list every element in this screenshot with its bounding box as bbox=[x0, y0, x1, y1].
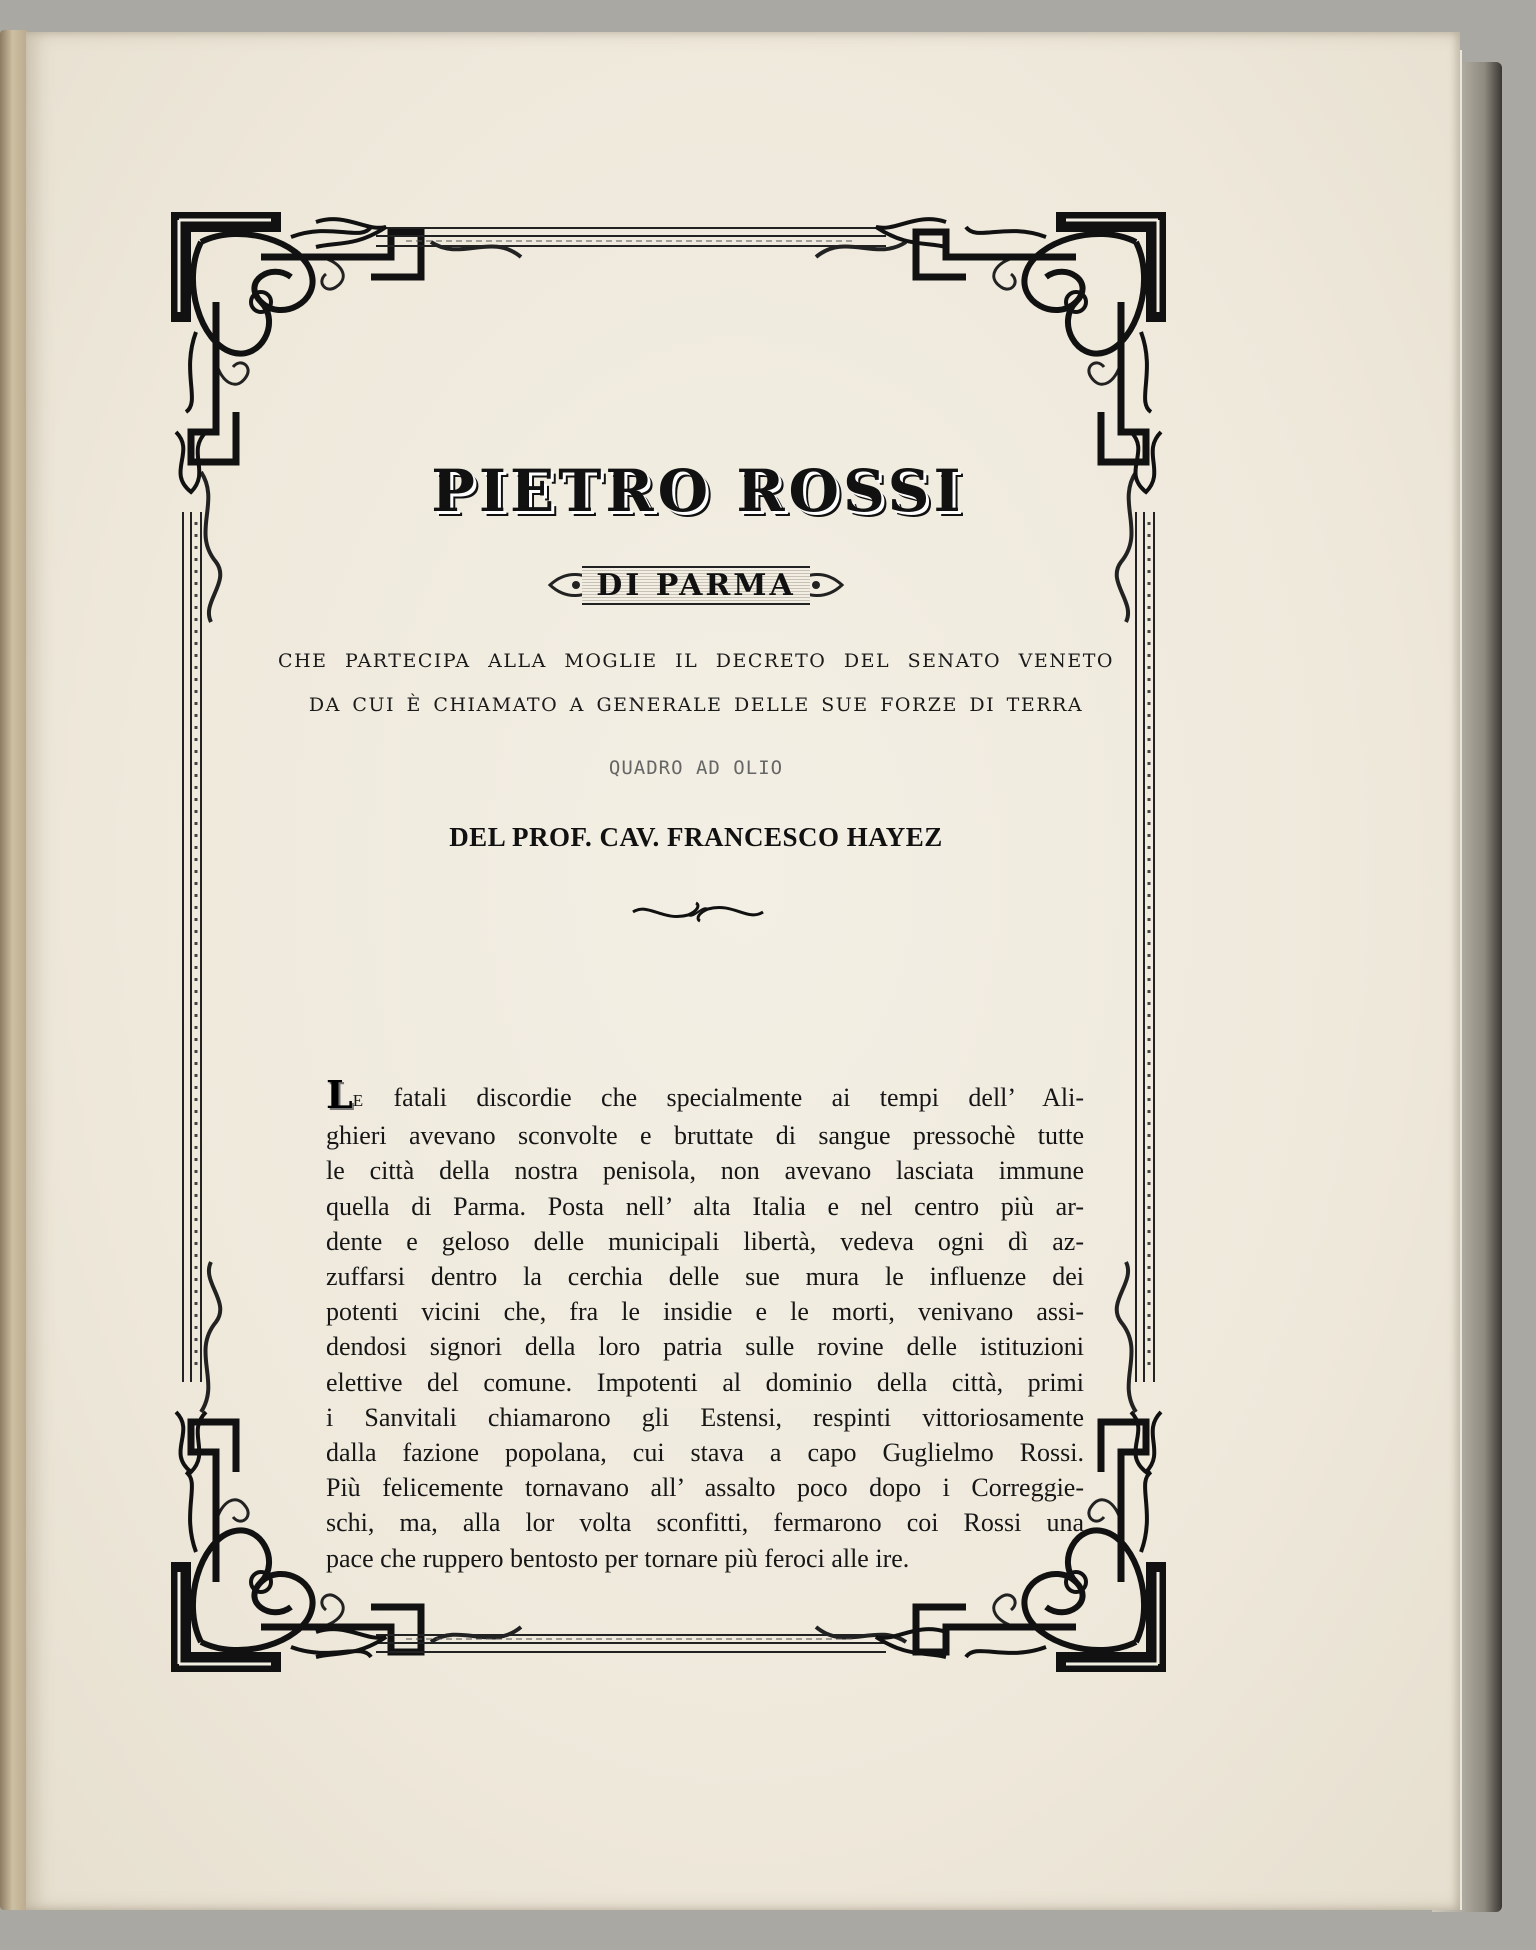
subtitle: DI PARMA bbox=[582, 566, 810, 605]
body-line: dalla fazione popolana, cui stava a capo Guglielmo Rossi. bbox=[326, 1438, 1084, 1468]
body-line: elettive del comune. Impotenti al dominio della città, primi bbox=[326, 1367, 1084, 1397]
book-spine-left bbox=[0, 30, 28, 1910]
artist-credit: DEL PROF. CAV. FRANCESCO HAYEZ bbox=[449, 822, 943, 852]
subtitle-cartouche bbox=[546, 562, 846, 608]
body-line: potenti vicini che, fra le insidie e le morti, venivano assi- bbox=[326, 1297, 1084, 1327]
drop-cap-rest: E bbox=[352, 1091, 365, 1110]
body-line: zuffarsi dentro la cerchia delle sue mura le influenze dei bbox=[326, 1262, 1084, 1292]
drop-cap: L bbox=[326, 1072, 353, 1117]
body-line: pace che ruppero bentosto per tornare più feroci alle ire. bbox=[326, 1543, 910, 1573]
body-line-text: fatali discordie che specialmente ai tempi dell’ Ali- bbox=[393, 1083, 1084, 1112]
body-line: ghieri avevano sconvolte e bruttate di sangue pressochè tutte bbox=[326, 1121, 1084, 1151]
body-line: schi, ma, alla lor volta sconfitti, fermarono coi Rossi una bbox=[326, 1508, 1084, 1538]
body-line: i Sanvitali chiamarono gli Estensi, respinti vittoriosamente bbox=[326, 1402, 1084, 1432]
body-line: dente e geloso delle municipali libertà, vedeva ogni dì az- bbox=[326, 1226, 1084, 1256]
right-border bbox=[1131, 432, 1161, 1472]
body-line: Più felicemente tornavano all’ assalto poco dopo i Correggie- bbox=[326, 1473, 1084, 1503]
body-paragraph bbox=[326, 1072, 1084, 1576]
bottom-border bbox=[316, 1629, 946, 1657]
ornamental-border bbox=[26, 32, 1460, 1910]
description-line-1: CHE PARTECIPA ALLA MOGLIE IL DECRETO DEL SENATO VENETO bbox=[278, 650, 1114, 672]
swash-ornament-icon bbox=[628, 897, 768, 927]
description-line-2: DA CUI È CHIAMATO A GENERALE DELLE SUE FORZE DI TERRA bbox=[308, 694, 1084, 716]
page-title: PIETRO ROSSI bbox=[431, 457, 965, 525]
body-line bbox=[326, 1072, 1084, 1118]
medium-label: QUADRO AD OLIO bbox=[608, 757, 784, 779]
body-line: dendosi signori della loro patria sulle rovine delle istituzioni bbox=[326, 1332, 1084, 1362]
body-line: le città della nostra penisola, non avevano lasciata immune bbox=[326, 1156, 1084, 1186]
book-page bbox=[26, 32, 1460, 1910]
left-border bbox=[176, 432, 206, 1472]
body-line: quella di Parma. Posta nell’ alta Italia e nel centro più ar- bbox=[326, 1191, 1084, 1221]
